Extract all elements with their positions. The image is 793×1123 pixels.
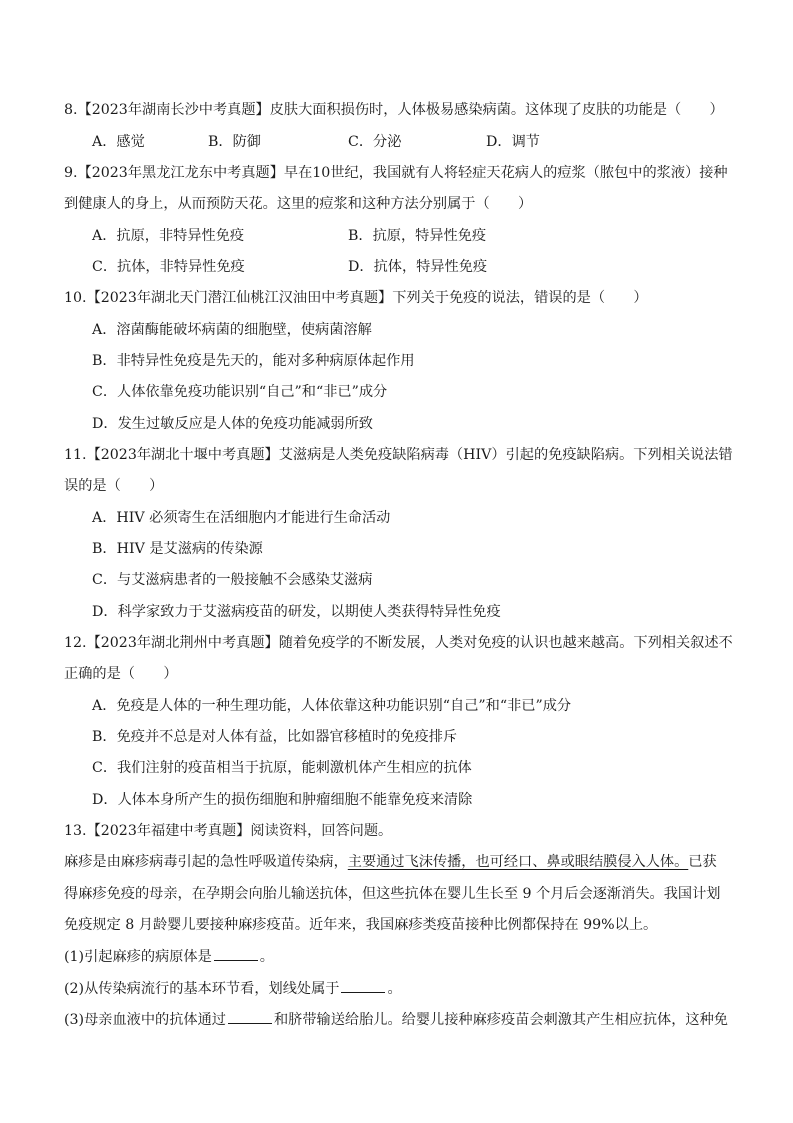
q13-sub2-text: (2)从传染病流行的基本环节看，划线处属于 bbox=[64, 981, 340, 997]
question-9-stem-line2: 到健康人的身上，从而预防天花。这里的痘浆和这种方法分别属于（ ） bbox=[64, 196, 533, 212]
q11-option-c: C．与艾滋病患者的一般接触不会感染艾滋病 bbox=[92, 572, 373, 588]
q12-option-b: B．免疫并不总是对人体有益，比如器官移植时的免疫排斥 bbox=[92, 729, 458, 745]
q9-option-d: D．抗体，特异性免疫 bbox=[348, 259, 488, 275]
answer-blank bbox=[341, 978, 385, 993]
q10-option-b: B．非特异性免疫是先天的，能对多种病原体起作用 bbox=[92, 353, 415, 369]
q13-sub1-end: 。 bbox=[259, 949, 274, 965]
q8-option-b: B．防御 bbox=[208, 134, 261, 150]
q13-sub3-end: 和脐带输送给胎儿。给婴儿接种麻疹疫苗会刺激其产生相应抗体，这种免 bbox=[273, 1012, 728, 1028]
q10-option-c: C．人体依靠免疫功能识别“自己”和“非已”成分 bbox=[92, 384, 388, 400]
q9-option-b: B．抗原，特异性免疫 bbox=[348, 228, 487, 244]
answer-blank bbox=[214, 946, 258, 961]
q11-option-a: A．HIV 必须寄生在活细胞内才能进行生命活动 bbox=[92, 510, 391, 526]
q13-sub-question-2 bbox=[64, 978, 402, 999]
q13-underlined-text: 主要通过飞沫传播，也可经口、鼻或眼结膜侵入人体。 bbox=[347, 854, 689, 870]
q8-option-c: C．分泌 bbox=[348, 134, 402, 150]
q13-passage-line2: 得麻疹免疫的母亲，在孕期会向胎儿输送抗体，但这些抗体在婴儿生长至 9 个月后会逐渐消失。我国计划 bbox=[64, 886, 721, 902]
question-12-stem-line1: 12.【2023年湖北荆州中考真题】随着免疫学的不断发展，人类对免疫的认识也越来越高。下列相关叙述不 bbox=[64, 635, 733, 651]
q10-option-a: A．溶菌酶能破坏病菌的细胞壁，使病菌溶解 bbox=[92, 322, 372, 338]
question-8-stem: 8.【2023年湖南长沙中考真题】皮肤大面积损伤时，人体极易感染病菌。这体现了皮肤的功能是（ ） bbox=[64, 102, 724, 118]
q13-passage-line1 bbox=[64, 852, 717, 872]
q13-sub-question-3 bbox=[64, 1009, 728, 1030]
q9-option-c: C．抗体，非特异性免疫 bbox=[92, 259, 245, 275]
q13-sub2-end: 。 bbox=[387, 981, 402, 997]
q12-option-d: D．人体本身所产生的损伤细胞和肿瘤细胞不能靠免疫来清除 bbox=[92, 792, 473, 808]
answer-blank bbox=[228, 1009, 272, 1024]
question-9-stem-line1: 9.【2023年黑龙江龙东中考真题】早在10世纪，我国就有人将轻症天花病人的痘浆（脓包中的浆液）接种 bbox=[64, 165, 728, 181]
question-10-stem: 10.【2023年湖北天门潜江仙桃江汉油田中考真题】下列关于免疫的说法，错误的是（ ） bbox=[64, 290, 648, 306]
question-13-stem: 13.【2023年福建中考真题】阅读资料，回答问题。 bbox=[64, 823, 393, 839]
question-11-stem-line1: 11.【2023年湖北十堰中考真题】艾滋病是人类免疫缺陷病毒（HIV）引起的免疫缺陷病。下列相关说法错 bbox=[64, 447, 733, 463]
q12-option-a: A．免疫是人体的一种生理功能，人体依靠这种功能识别“自己”和“非已”成分 bbox=[92, 698, 572, 714]
q8-option-a: A．感觉 bbox=[92, 134, 145, 150]
q11-option-d: D．科学家致力于艾滋病疫苗的研发，以期使人类获得特异性免疫 bbox=[92, 604, 501, 620]
q13-sub3-text: (3)母亲血液中的抗体通过 bbox=[64, 1012, 226, 1028]
q13-sub1-text: (1)引起麻疹的病原体是 bbox=[64, 949, 212, 965]
question-11-stem-line2: 误的是（ ） bbox=[64, 478, 164, 494]
q11-option-b: B．HIV 是艾滋病的传染源 bbox=[92, 541, 263, 557]
q9-option-a: A．抗原，非特异性免疫 bbox=[92, 228, 245, 244]
q10-option-d: D．发生过敏反应是人体的免疫功能减弱所致 bbox=[92, 416, 373, 432]
q8-option-d: D．调节 bbox=[486, 134, 540, 150]
q13-passage-text-end: 已获 bbox=[688, 854, 717, 870]
q13-passage-line3: 免疫规定 8 月龄婴儿要接种麻疹疫苗。近年来，我国麻疹类疫苗接种比例都保持在 99%以上。 bbox=[64, 917, 658, 933]
q13-sub-question-1 bbox=[64, 946, 274, 967]
question-12-stem-line2: 正确的是（ ） bbox=[64, 666, 178, 682]
q12-option-c: C．我们注射的疫苗相当于抗原，能刺激机体产生相应的抗体 bbox=[92, 760, 472, 776]
q13-passage-text: 麻疹是由麻疹病毒引起的急性呼吸道传染病， bbox=[64, 854, 348, 870]
